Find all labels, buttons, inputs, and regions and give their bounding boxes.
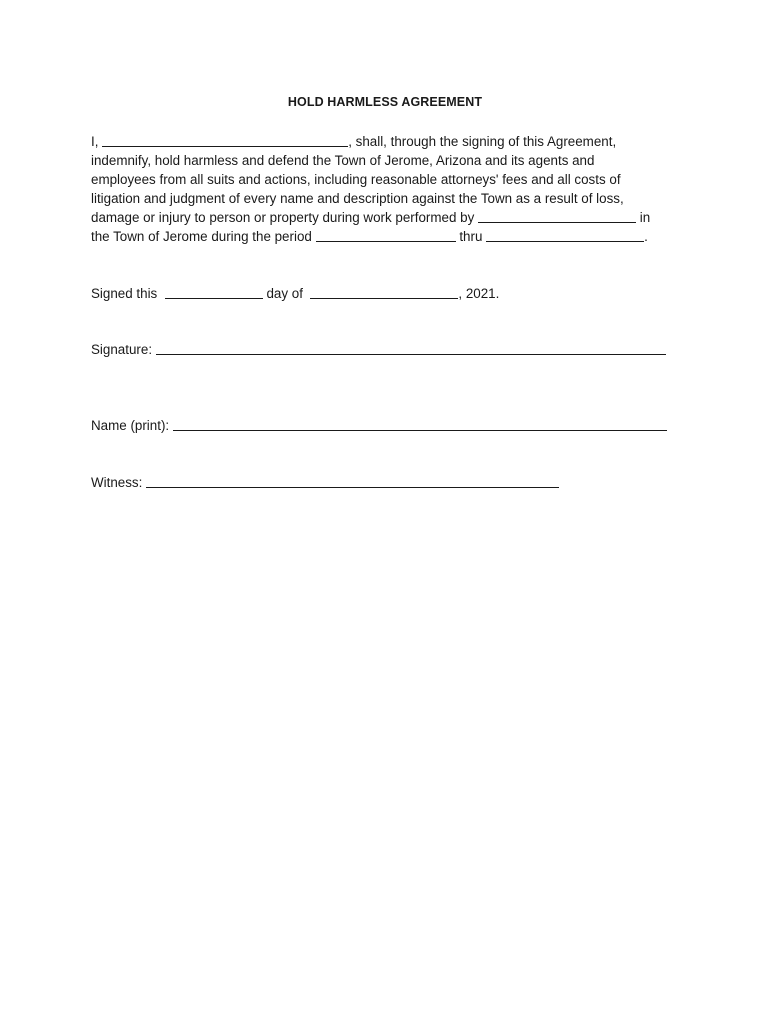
- paragraph-line-2: indemnify, hold harmless and defend the Town of Jerome, Arizona and its agents and: [91, 153, 595, 168]
- name-print-line[interactable]: [173, 417, 667, 431]
- signed-this-label: Signed this: [91, 286, 158, 301]
- signature-label: Signature:: [91, 342, 153, 357]
- line5-end-text: in: [639, 210, 651, 225]
- paragraph-line-1: [91, 132, 691, 151]
- agreement-paragraph: [91, 132, 691, 246]
- day-of-label: day of: [266, 286, 303, 301]
- line6-start-text: the Town of Jerome during the period: [91, 229, 312, 244]
- paragraph-line-4: litigation and judgment of every name and description against the Town as a result of loss,: [91, 191, 624, 206]
- line1-end-text: , shall, through the signing of this Agreement,: [348, 134, 617, 149]
- paragraph-line-5: [91, 208, 691, 227]
- line6-end-text: .: [644, 229, 648, 244]
- paragraph-line-6: [91, 227, 691, 246]
- name-print-row: [91, 416, 667, 435]
- paragraph-line-3: employees from all suits and actions, including reasonable attorneys' fees and all costs of: [91, 172, 621, 187]
- work-description-blank[interactable]: [478, 209, 636, 223]
- document-title: HOLD HARMLESS AGREEMENT: [287, 95, 483, 109]
- witness-label: Witness:: [91, 475, 143, 490]
- signed-date-row: [91, 284, 499, 303]
- period-start-blank[interactable]: [316, 228, 456, 242]
- witness-line[interactable]: [146, 474, 559, 488]
- indemnitor-name-blank[interactable]: [102, 133, 348, 147]
- signature-row: [91, 340, 666, 359]
- name-print-label: Name (print):: [91, 418, 170, 433]
- signed-month-blank[interactable]: [310, 285, 458, 299]
- witness-row: [91, 473, 559, 492]
- line1-start-text: I,: [91, 134, 99, 149]
- line5-start-text: damage or injury to person or property during work performed by: [91, 210, 475, 225]
- signed-year-text: , 2021.: [458, 286, 500, 301]
- signed-day-blank[interactable]: [165, 285, 263, 299]
- period-end-blank[interactable]: [486, 228, 644, 242]
- signature-line[interactable]: [156, 341, 666, 355]
- line6-mid-text: thru: [459, 229, 483, 244]
